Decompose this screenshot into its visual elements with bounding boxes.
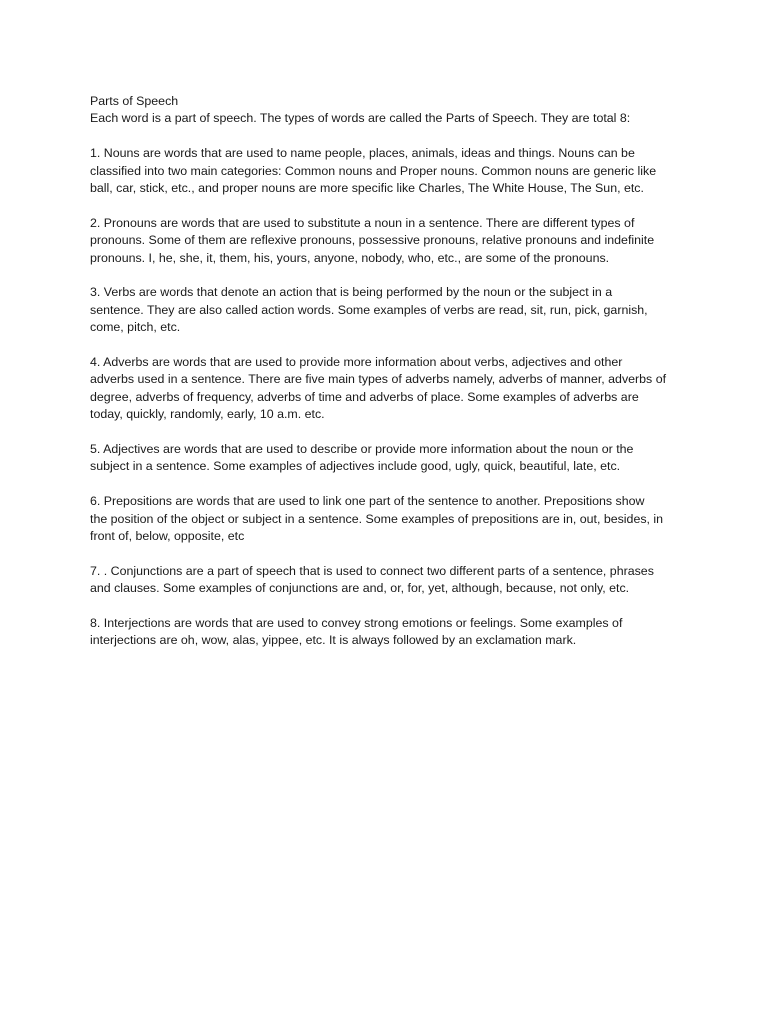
- paragraph-line: 7. . Conjunctions are a part of speech that is used to connect two different parts of a sentence, phrases: [90, 563, 654, 578]
- document-body: [90, 93, 690, 667]
- paragraph-line: pronouns. I, he, she, it, them, his, yours, anyone, nobody, who, etc., are some of the pronouns.: [90, 250, 610, 265]
- paragraph-line: come, pitch, etc.: [90, 320, 181, 335]
- paragraph-line: 3. Verbs are words that denote an action that is being performed by the noun or the subject in a: [90, 285, 613, 300]
- paragraph-prepositions: [90, 493, 690, 545]
- paragraph-pronouns: [90, 215, 690, 267]
- paragraph-verbs: [90, 284, 690, 336]
- paragraph-line: sentence. They are also called action words. Some examples of verbs are read, sit, run, pick, garnish,: [90, 302, 648, 317]
- paragraph-line: 5. Adjectives are words that are used to describe or provide more information about the noun or the: [90, 442, 634, 457]
- paragraph-line: 8. Interjections are words that are used to convey strong emotions or feelings. Some examples of: [90, 616, 623, 631]
- paragraph-line: 4. Adverbs are words that are used to provide more information about verbs, adjectives and other: [90, 355, 623, 370]
- paragraph-line: ball, car, stick, etc., and proper nouns are more specific like Charles, The White House, The Sun, etc.: [90, 181, 644, 196]
- paragraph-adverbs: [90, 354, 690, 424]
- paragraph-line: 2. Pronouns are words that are used to substitute a noun in a sentence. There are different types of: [90, 215, 635, 230]
- paragraph-line: 1. Nouns are words that are used to name people, places, animals, ideas and things. Nouns can be: [90, 146, 635, 161]
- paragraph-line: degree, adverbs of frequency, adverbs of time and adverbs of place. Some examples of adverbs are: [90, 389, 639, 404]
- document-title: Parts of Speech: [90, 94, 179, 108]
- paragraph-line: adverbs used in a sentence. There are five main types of adverbs namely, adverbs of manner, adverbs of: [90, 372, 667, 387]
- paragraph-nouns: [90, 145, 690, 197]
- paragraph-line: today, quickly, randomly, early, 10 a.m. etc.: [90, 407, 325, 422]
- paragraph-line: 6. Prepositions are words that are used to link one part of the sentence to another. Prepositions show: [90, 494, 645, 509]
- paragraph-conjunctions: [90, 563, 690, 598]
- paragraph-line: the position of the object or subject in a sentence. Some examples of prepositions are in, out, besides, in: [90, 511, 664, 526]
- paragraph-line: front of, below, opposite, etc: [90, 529, 245, 544]
- document-intro: Each word is a part of speech. The types of words are called the Parts of Speech. They are total 8:: [90, 111, 631, 126]
- paragraph-interjections: [90, 615, 690, 650]
- paragraph-line: and clauses. Some examples of conjunctions are and, or, for, yet, although, because, not only, etc.: [90, 581, 630, 596]
- paragraph-line: pronouns. Some of them are reflexive pronouns, possessive pronouns, relative pronouns and indefinite: [90, 233, 655, 248]
- paragraph-line: subject in a sentence. Some examples of adjectives include good, ugly, quick, beautiful, late, etc.: [90, 459, 621, 474]
- paragraph-line: classified into two main categories: Common nouns and Proper nouns. Common nouns are generic like: [90, 163, 657, 178]
- paragraph-adjectives: [90, 441, 690, 476]
- paragraph-line: interjections are oh, wow, alas, yippee, etc. It is always followed by an exclamation mark.: [90, 633, 577, 648]
